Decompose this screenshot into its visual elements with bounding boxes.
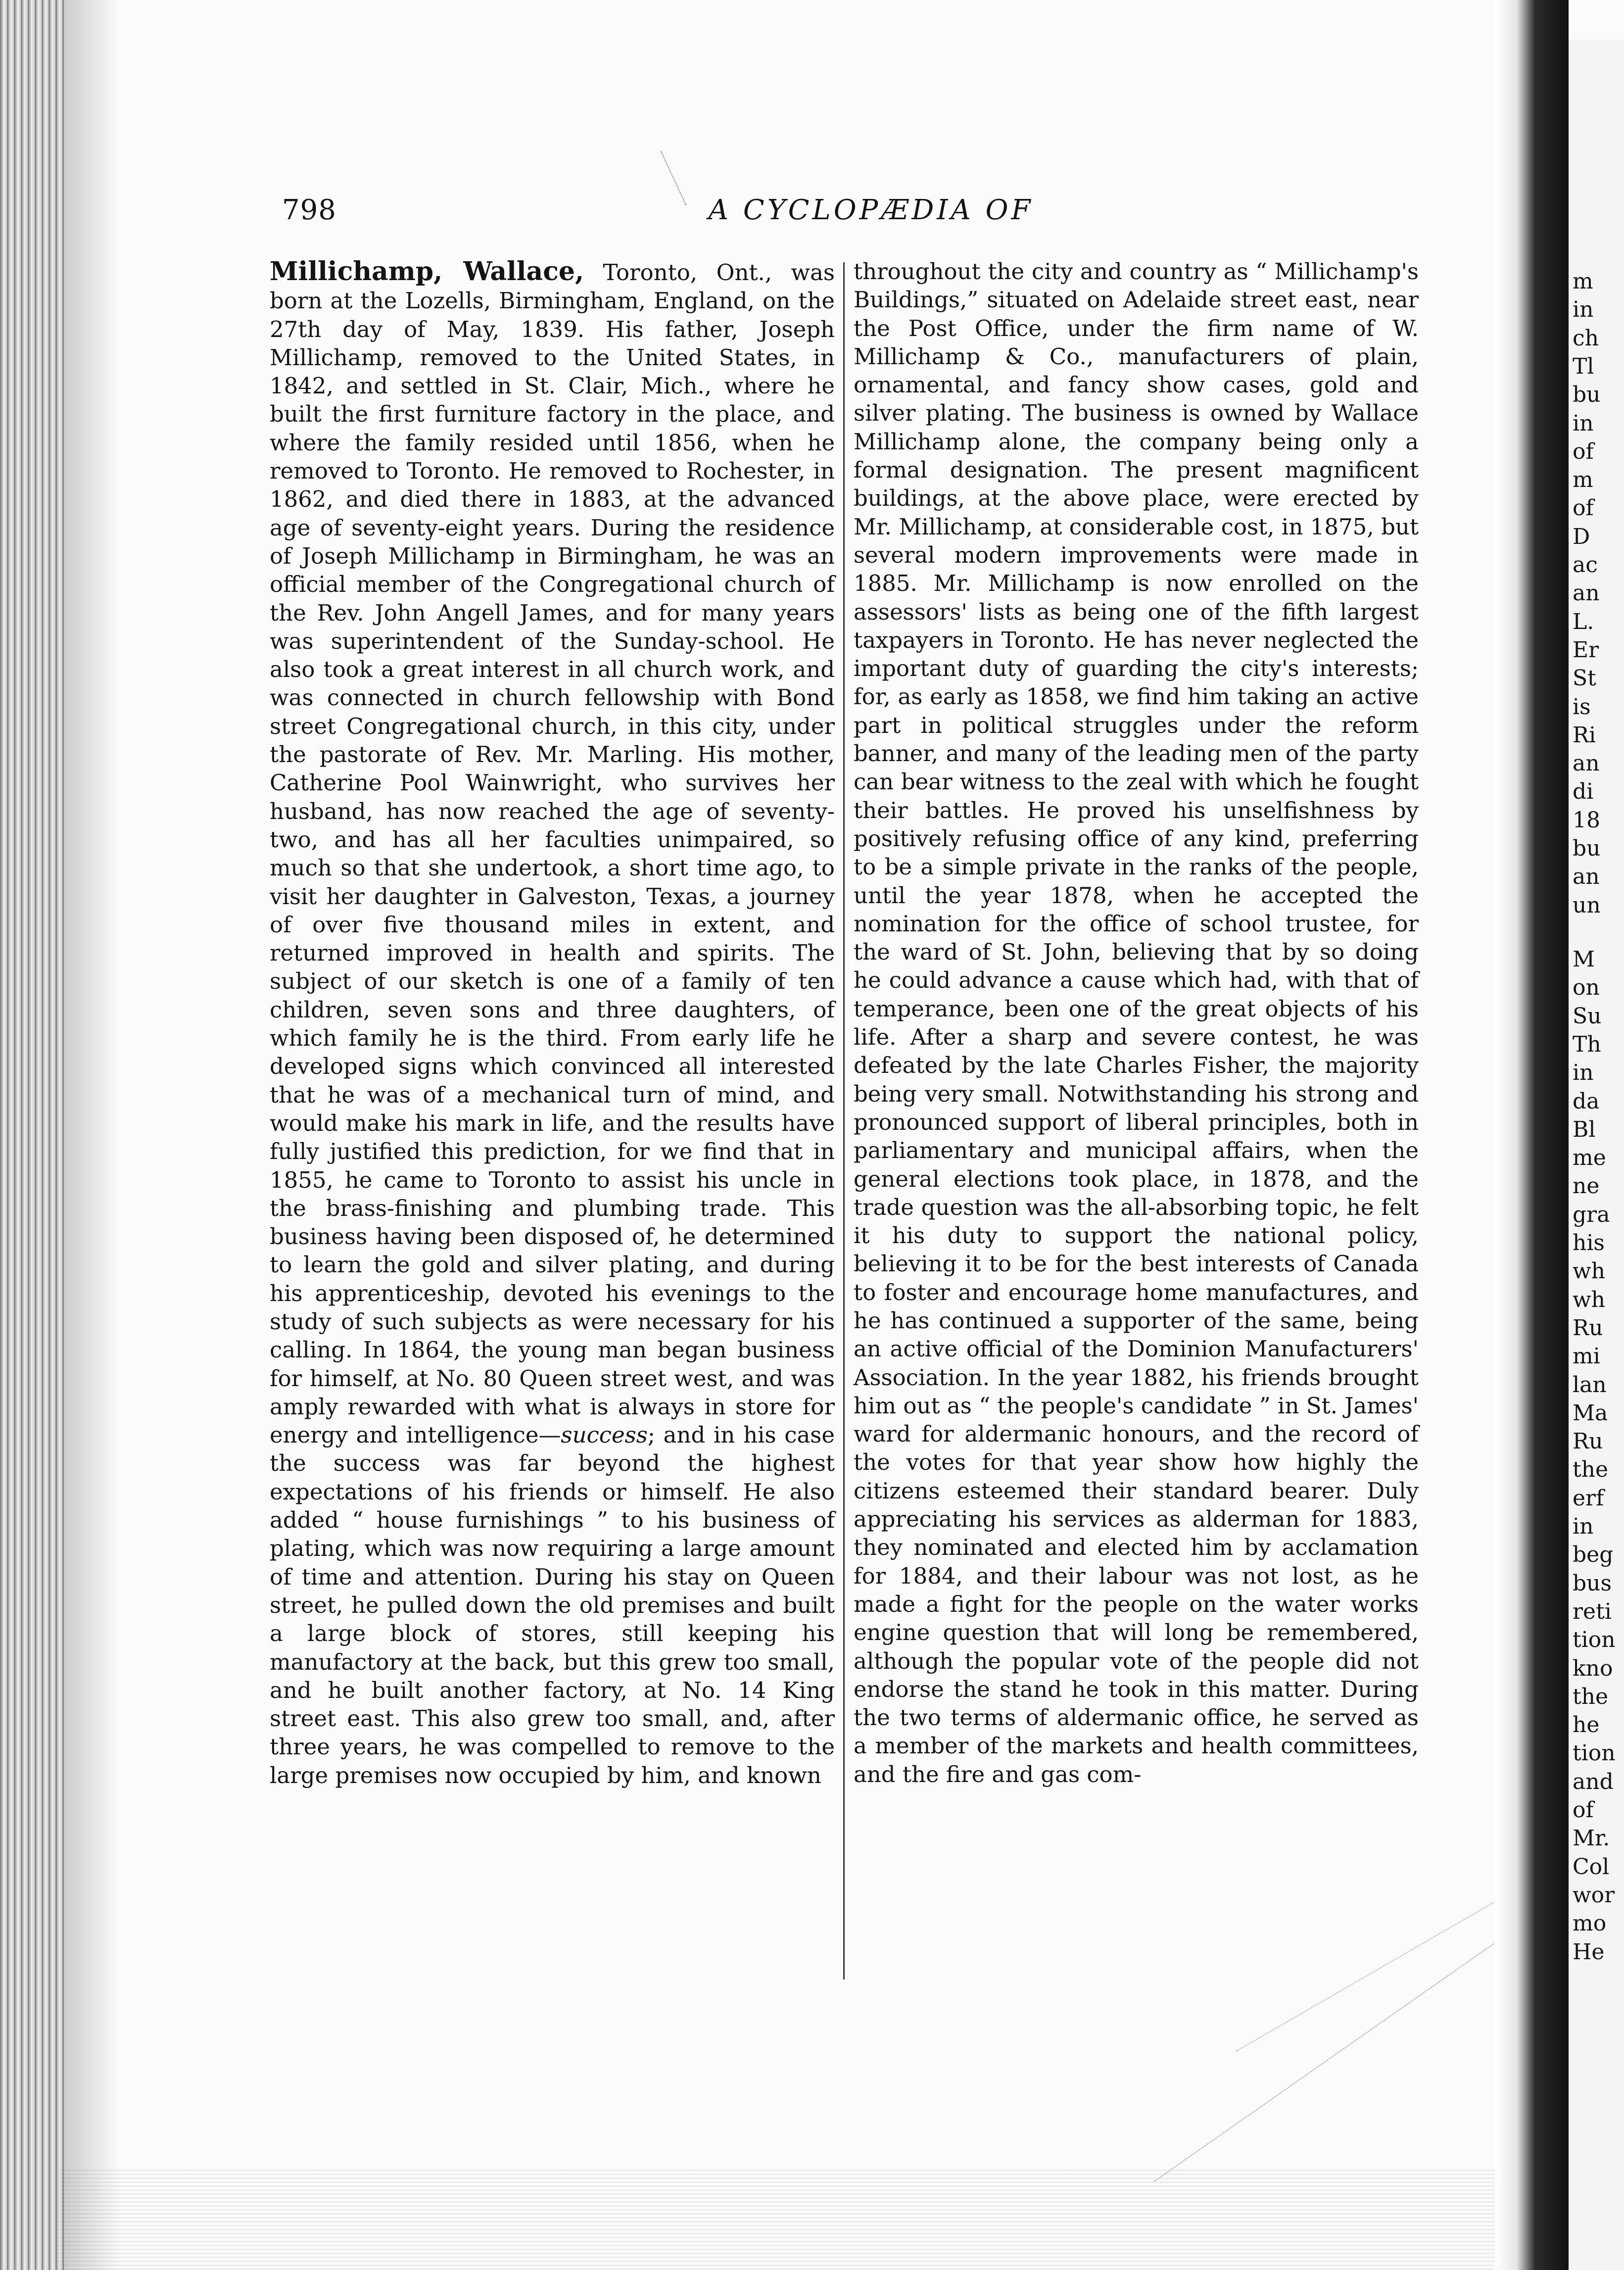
left-column-text-2: ; and in his case the success was far beyond the highest expectations of his friends or himself. He also added “ house furnishings ” to his business of plating, which was now requiring a large amount of time and attention. During his stay on Queen street, he pulled down the old premises and built a large block of stores, still keeping his manufactory at the back, but this grew too small, and he built another factory, at No. 14 King street east. This also grew too small, and, after three years, he was compelled to remove to the large premises now occupied by him, and known bbox=[270, 1422, 835, 1788]
running-title: A CYCLOPÆDIA OF bbox=[708, 194, 1034, 226]
adjacent-page-fragment: of bbox=[1573, 438, 1594, 464]
adjacent-page-fragment: ch bbox=[1573, 325, 1599, 351]
page-bottom-edge bbox=[59, 2168, 1494, 2270]
left-column-italic-word: success bbox=[561, 1422, 648, 1449]
left-column bbox=[270, 257, 835, 1789]
adjacent-page-fragment: the bbox=[1573, 1457, 1609, 1483]
left-column-text-1: Toronto, Ont., was born at the Lozells, Birmingham, England, on the 27th day of May, 1839. His father, Joseph Millichamp, removed to the United States, in 1842, and settled in St. Clair, Mich., where he built the first furniture factory in the place, and where the family resided until 1856, when he removed to Toronto. He removed to Rochester, in 1862, and died there in 1883, at the advanced age of seventy-eight years. During the residence of Joseph Millichamp in Birmingham, he was an official member of the Congregational church of the Rev. John Angell James, and for many years was superintendent of the Sunday-school. He also took a great interest in all church work, and was connected in church fellowship with Bond street Congregational church, in this city, under the pastorate of Rev. Mr. Marling. His mother, Catherine Pool Wainwright, who survives her husband, has now reached the age of seventy-two, and has all her faculties unimpaired, so much so that she undertook, a short time ago, to visit her daughter in Galveston, Texas, a journey of over five thousand miles in extent, and returned improved in health and spirits. The subject of our sketch is one of a family of ten children, seven sons and three daughters, of which family he is the third. From early life he developed signs which convinced all interested that he was of a mechanical turn of mind, and would make his mark in life, and the results have fully justified this prediction, for we find that in 1855, he came to Toronto to assist his uncle in the brass-finishing and plumbing trade. This business having been disposed of, he determined to learn the gold and silver plating, and during his apprenticeship, devoted his evenings to the study of such subjects as were necessary for his calling. In 1864, the young man began business for himself, at No. 80 Queen street west, and was amply rewarded with what is always in store for energy and intelligence— bbox=[270, 259, 835, 1449]
adjacent-page-fragment: erf bbox=[1573, 1485, 1604, 1511]
book-gutter bbox=[1494, 0, 1569, 2270]
adjacent-page-fragment: 18 bbox=[1573, 807, 1600, 833]
adjacent-page-fragment: in bbox=[1573, 297, 1594, 323]
adjacent-page-fragment: Su bbox=[1573, 1003, 1602, 1029]
adjacent-page-fragment: L. bbox=[1573, 609, 1594, 634]
adjacent-page-fragment: Tl bbox=[1573, 353, 1594, 379]
adjacent-page-fragment: an bbox=[1573, 751, 1600, 776]
adjacent-page-fragment: M bbox=[1573, 947, 1595, 972]
adjacent-page-fragment: lan bbox=[1573, 1372, 1607, 1398]
adjacent-page-fragment: He bbox=[1573, 1939, 1605, 1965]
page-number: 798 bbox=[282, 194, 336, 226]
right-column-text: throughout the city and country as “ Millichamp's Buildings,” situated on Adelaide street east, near the Post Office, under the firm name of W. Millichamp & Co., manufacturers of plain, ornamental, and fancy show cases, gold and silver plating. The business is owned by Wallace Millichamp alone, the company being only a formal designation. The present magnificent buildings, at the above place, were erected by Mr. Millichamp, at considerable cost, in 1875, but several modern improvements were made in 1885. Mr. Millichamp is now enrolled on the assessors' lists as being one of the fifth largest taxpayers in Toronto. He has never neglected the important duty of guarding the city's interests; for, as early as 1858, we find him taking an active part in political struggles under the reform banner, and many of the leading men of the party can bear witness to the zeal with which he fought their battles. He proved his unselfishness by positively refusing office of any kind, preferring to be a simple private in the ranks of the people, until the year 1878, when he accepted the nomination for the office of school trustee, for the ward of St. John, believing that by so doing he could advance a cause which had, with that of temperance, been one of the great objects of his life. After a sharp and severe contest, he was defeated by the late Charles Fisher, the majority being very small. Notwithstanding his strong and pronounced support of liberal principles, both in parliamentary and municipal affairs, when the general elections took place, in 1878, and the trade question was the all-absorbing topic, he felt it his duty to support the national policy, believing it to be for the best interests of Canada to foster and encourage home manufactures, and he has continued a supporter of the same, being an active official of the Dominion Manufacturers' Association. In the year 1882, his friends brought him out as “ the people's candidate ” in St. James' ward for aldermanic honours, and the record of the votes for that year show how highly the citizens esteemed their standard bearer. Duly appreciating his services as alderman for 1883, they nominated and elected him by acclamation for 1884, and their labour was not lost, as he made a fight for the people on the water works engine question that will long be remembered, although the popular vote of the people did not endorse the stand he took in this matter. During the two terms of aldermanic office, he served as a member of the markets and health committees, and the fire and gas com- bbox=[854, 258, 1419, 1787]
adjacent-page-fragment: St bbox=[1573, 666, 1596, 691]
adjacent-page-fragment: mi bbox=[1573, 1344, 1600, 1369]
adjacent-page-fragment: wh bbox=[1573, 1287, 1605, 1312]
adjacent-page-fragment: Col bbox=[1573, 1854, 1610, 1880]
running-head bbox=[282, 194, 1440, 234]
adjacent-page-fragment: wh bbox=[1573, 1258, 1605, 1284]
adjacent-page-fragment: D bbox=[1573, 524, 1590, 549]
adjacent-page-fragment: wor bbox=[1573, 1882, 1615, 1908]
adjacent-page-fragment: Th bbox=[1573, 1031, 1601, 1057]
scan-mark bbox=[1236, 1878, 1536, 2052]
adjacent-page-fragment: he bbox=[1573, 1712, 1600, 1738]
adjacent-page-fragment: reti bbox=[1573, 1598, 1612, 1624]
adjacent-page-fragment: in bbox=[1573, 1060, 1594, 1086]
adjacent-page-fragment: Ri bbox=[1573, 722, 1596, 748]
adjacent-page-fragment: di bbox=[1573, 779, 1594, 805]
adjacent-page-fragment: the bbox=[1573, 1684, 1609, 1709]
adjacent-page-fragment: m bbox=[1573, 467, 1593, 493]
adjacent-page-fragment: bus bbox=[1573, 1570, 1612, 1596]
entry-paragraph-left bbox=[270, 257, 835, 1789]
binding-shadow-left bbox=[0, 0, 64, 2270]
scan-mark bbox=[1154, 1926, 1519, 2182]
adjacent-page-fragment: bu bbox=[1573, 836, 1601, 861]
adjacent-page-fragment: Ru bbox=[1573, 1315, 1603, 1341]
adjacent-page-fragment: tion bbox=[1573, 1740, 1616, 1766]
adjacent-page-fragment: gra bbox=[1573, 1202, 1610, 1227]
adjacent-page-fragment: mo bbox=[1573, 1911, 1607, 1936]
adjacent-page-fragment: of bbox=[1573, 495, 1594, 521]
adjacent-page-fragment: on bbox=[1573, 975, 1600, 1001]
adjacent-page-fragment: and bbox=[1573, 1769, 1614, 1794]
adjacent-page-fragment: da bbox=[1573, 1088, 1600, 1114]
adjacent-page-edge bbox=[1569, 40, 1624, 2270]
binding-shadow-fade bbox=[64, 0, 119, 2270]
adjacent-page-fragment: is bbox=[1573, 694, 1591, 720]
column-divider bbox=[843, 262, 845, 1980]
adjacent-page-fragment: his bbox=[1573, 1230, 1605, 1256]
adjacent-page-fragment: beg bbox=[1573, 1542, 1614, 1568]
adjacent-page-fragment: Er bbox=[1573, 637, 1599, 663]
adjacent-page-fragment: Ma bbox=[1573, 1400, 1608, 1426]
adjacent-page-fragment: me bbox=[1573, 1145, 1606, 1171]
adjacent-page-fragment: in bbox=[1573, 1514, 1594, 1539]
adjacent-page-fragment: ac bbox=[1573, 552, 1598, 578]
adjacent-page-fragment: ne bbox=[1573, 1173, 1600, 1199]
adjacent-page-fragment: an bbox=[1573, 864, 1600, 890]
adjacent-page-fragment: Ru bbox=[1573, 1429, 1603, 1454]
adjacent-page-fragment: bu bbox=[1573, 382, 1601, 408]
entry-name: Millichamp, Wallace, bbox=[270, 256, 584, 287]
adjacent-page-fragment: Bl bbox=[1573, 1116, 1596, 1142]
adjacent-page-fragment: kno bbox=[1573, 1655, 1613, 1681]
adjacent-page-fragment: un bbox=[1573, 892, 1601, 918]
adjacent-page-fragment: m bbox=[1573, 269, 1593, 294]
right-column bbox=[854, 257, 1419, 1788]
adjacent-page-fragment: tion bbox=[1573, 1627, 1616, 1653]
adjacent-page-fragment: of bbox=[1573, 1797, 1594, 1823]
adjacent-page-fragment: an bbox=[1573, 580, 1600, 606]
adjacent-page-fragment: in bbox=[1573, 410, 1594, 436]
adjacent-page-fragment: Mr. bbox=[1573, 1826, 1610, 1851]
